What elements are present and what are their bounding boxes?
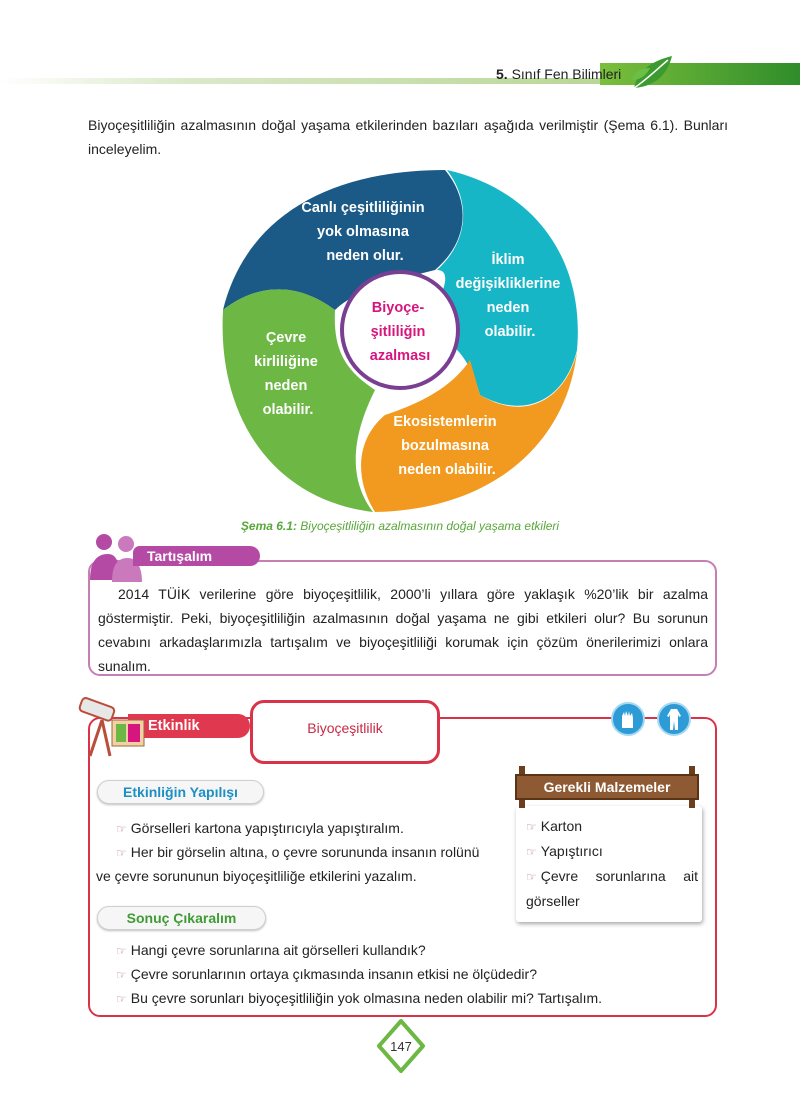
material-item: ☞ Yapıştırıcı <box>526 843 603 859</box>
intro-paragraph: Biyoçeşitliliğin azalmasının doğal yaşama etkilerinden bazıları aşağıda verilmiştir (Şema 6.1). Bunları inceleyelim. <box>88 117 728 157</box>
pointing-hand-icon: ☞ <box>526 820 537 834</box>
discussion-text: 2014 TÜİK verilerine göre biyoçeşitlilik, 2000’li yıllara göre yaklaşık %20’lik bir azalma göstermiştir. Peki, biyoçeşitliliğin azalmasının doğal yaşama ne gibi etkileri olur? Bu sorunun cevabını arkadaşlarımızla tartışalım ve biyoçeşitliliği korumak için çözüm önerilerimizi onlara sunalım. <box>98 586 708 674</box>
segment-teal-text: İklim değişikliklerine neden olabilir. <box>455 252 561 340</box>
pointing-hand-icon: ☞ <box>116 992 127 1006</box>
center-text: Biyoçe- şitliliğin azalması <box>369 300 431 364</box>
segment-orange-text: Ekosistemlerin bozulmasına neden olabilir. <box>393 414 497 478</box>
pointing-hand-icon: ☞ <box>526 845 537 859</box>
step-2-continued: ve çevre sorununun biyoçeşitliliğe etkilerini yazalım. <box>96 868 417 884</box>
leaf-icon <box>628 50 676 98</box>
pointing-hand-icon: ☞ <box>526 870 537 884</box>
material-item: ☞ Karton <box>526 818 583 834</box>
material-item: ☞ Çevre sorunlarına ait görseller <box>526 868 698 909</box>
unit-number: 5. <box>496 66 508 82</box>
question-1: ☞ Hangi çevre sorunlarına ait görselleri kullandık? <box>116 942 426 958</box>
segment-green-text: Çevre kirliliğine neden olabilir. <box>254 330 318 418</box>
activity-title: Biyoçeşitlilik <box>307 720 383 736</box>
materials-label: Gerekli Malzemeler <box>515 774 699 800</box>
discussion-label: Tartışalım <box>133 546 260 566</box>
step-1: ☞ Görselleri kartona yapıştırıcıyla yapıştıralım. <box>116 820 404 836</box>
steps-label: Etkinliğin Yapılışı <box>97 780 264 804</box>
pointing-hand-icon: ☞ <box>116 822 127 836</box>
segment-navy-text: Canlı çeşitliliğinin yok olmasına neden olur. <box>301 200 425 264</box>
lab-suit-icon <box>657 702 691 736</box>
activity-label: Etkinlik <box>128 714 250 738</box>
materials-sign <box>511 766 703 808</box>
diagram-caption: Şema 6.1: Biyoçeşitliliğin azalmasının doğal yaşama etkileri <box>240 519 560 533</box>
book-title: Sınıf Fen Bilimleri <box>511 66 622 82</box>
materials-list <box>526 814 698 913</box>
header-title <box>496 66 621 82</box>
biodiversity-diagram <box>215 160 585 520</box>
page-number: 147 <box>390 1039 412 1054</box>
telescope-icon <box>76 690 148 760</box>
pointing-hand-icon: ☞ <box>116 846 127 860</box>
page-number-badge <box>376 1018 426 1074</box>
pointing-hand-icon: ☞ <box>116 968 127 982</box>
pointing-hand-icon: ☞ <box>116 944 127 958</box>
question-2: ☞ Çevre sorunlarının ortaya çıkmasında insanın etkisi ne ölçüdedir? <box>116 966 537 982</box>
result-label: Sonuç Çıkaralım <box>97 906 266 930</box>
question-3: ☞ Bu çevre sorunları biyoçeşitliliğin yok olmasına neden olabilir mi? Tartışalım. <box>116 990 603 1006</box>
step-2: ☞ Her bir görselin altına, o çevre sorununda insanın rolünü <box>116 844 480 860</box>
gloves-icon <box>611 702 645 736</box>
